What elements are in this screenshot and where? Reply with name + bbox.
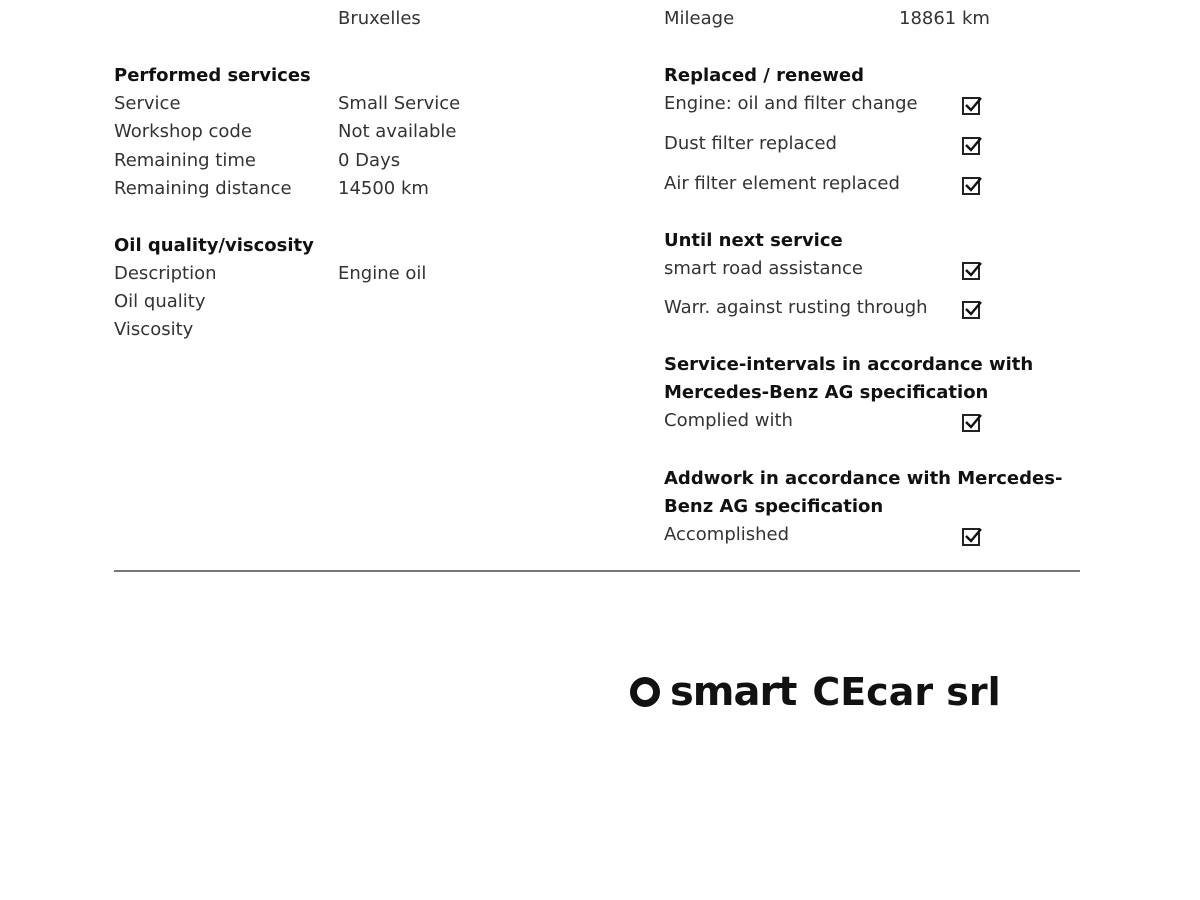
accomplished-label: Accomplished [664, 524, 790, 545]
rust-warranty-label: Warr. against rusting through [664, 297, 928, 318]
workshop-code-value: Not available [338, 121, 457, 142]
dust-filter-checkbox[interactable] [962, 137, 980, 155]
mileage-label: Mileage [664, 8, 735, 29]
air-filter-checkbox[interactable] [962, 177, 980, 195]
workshop-code-label: Workshop code [114, 121, 252, 142]
mileage-value: 18861 km [899, 8, 990, 29]
dealer-name: CEcar srl [812, 670, 1001, 714]
section-divider [114, 570, 1080, 572]
dust-filter-label: Dust filter replaced [664, 133, 837, 154]
rust-warranty-checkbox[interactable] [962, 301, 980, 319]
description-label: Description [114, 263, 217, 284]
remaining-time-value: 0 Days [338, 150, 401, 171]
checkmark-icon [963, 135, 983, 155]
accomplished-checkbox[interactable] [962, 528, 980, 546]
remaining-time-label: Remaining time [114, 150, 256, 171]
road-assistance-label: smart road assistance [664, 258, 863, 279]
checkmark-icon [963, 175, 983, 195]
checkmark-icon [963, 526, 983, 546]
replaced-title: Replaced / renewed [664, 65, 864, 86]
smart-logo-icon [630, 677, 660, 707]
complied-with-checkbox[interactable] [962, 414, 980, 432]
checkmark-icon [963, 260, 983, 280]
checkmark-icon [963, 412, 983, 432]
remaining-distance-label: Remaining distance [114, 178, 292, 199]
next-service-title: Until next service [664, 230, 843, 251]
road-assistance-checkbox[interactable] [962, 262, 980, 280]
checkmark-icon [963, 95, 983, 115]
viscosity-label: Viscosity [114, 319, 194, 340]
addwork-title: Addwork in accordance with Mercedes-Benz AG specification [664, 468, 1063, 517]
engine-oil-change-label: Engine: oil and filter change [664, 93, 918, 114]
oil-quality-title: Oil quality/viscosity [114, 235, 314, 256]
brand-wordmark: smart [670, 669, 797, 715]
dealer-city: Bruxelles [338, 8, 421, 29]
complied-with-label: Complied with [664, 410, 793, 431]
service-intervals-title: Service-intervals in accordance with Mercedes-Benz AG specification [664, 354, 1034, 403]
oil-quality-label: Oil quality [114, 291, 206, 312]
air-filter-label: Air filter element replaced [664, 173, 900, 194]
engine-oil-change-checkbox[interactable] [962, 97, 980, 115]
checkmark-icon [963, 299, 983, 319]
service-value: Small Service [338, 93, 461, 114]
service-label: Service [114, 93, 181, 114]
performed-services-title: Performed services [114, 65, 311, 86]
description-value: Engine oil [338, 263, 427, 284]
dealer-stamp-logo [630, 664, 1001, 720]
remaining-distance-value: 14500 km [338, 178, 429, 199]
